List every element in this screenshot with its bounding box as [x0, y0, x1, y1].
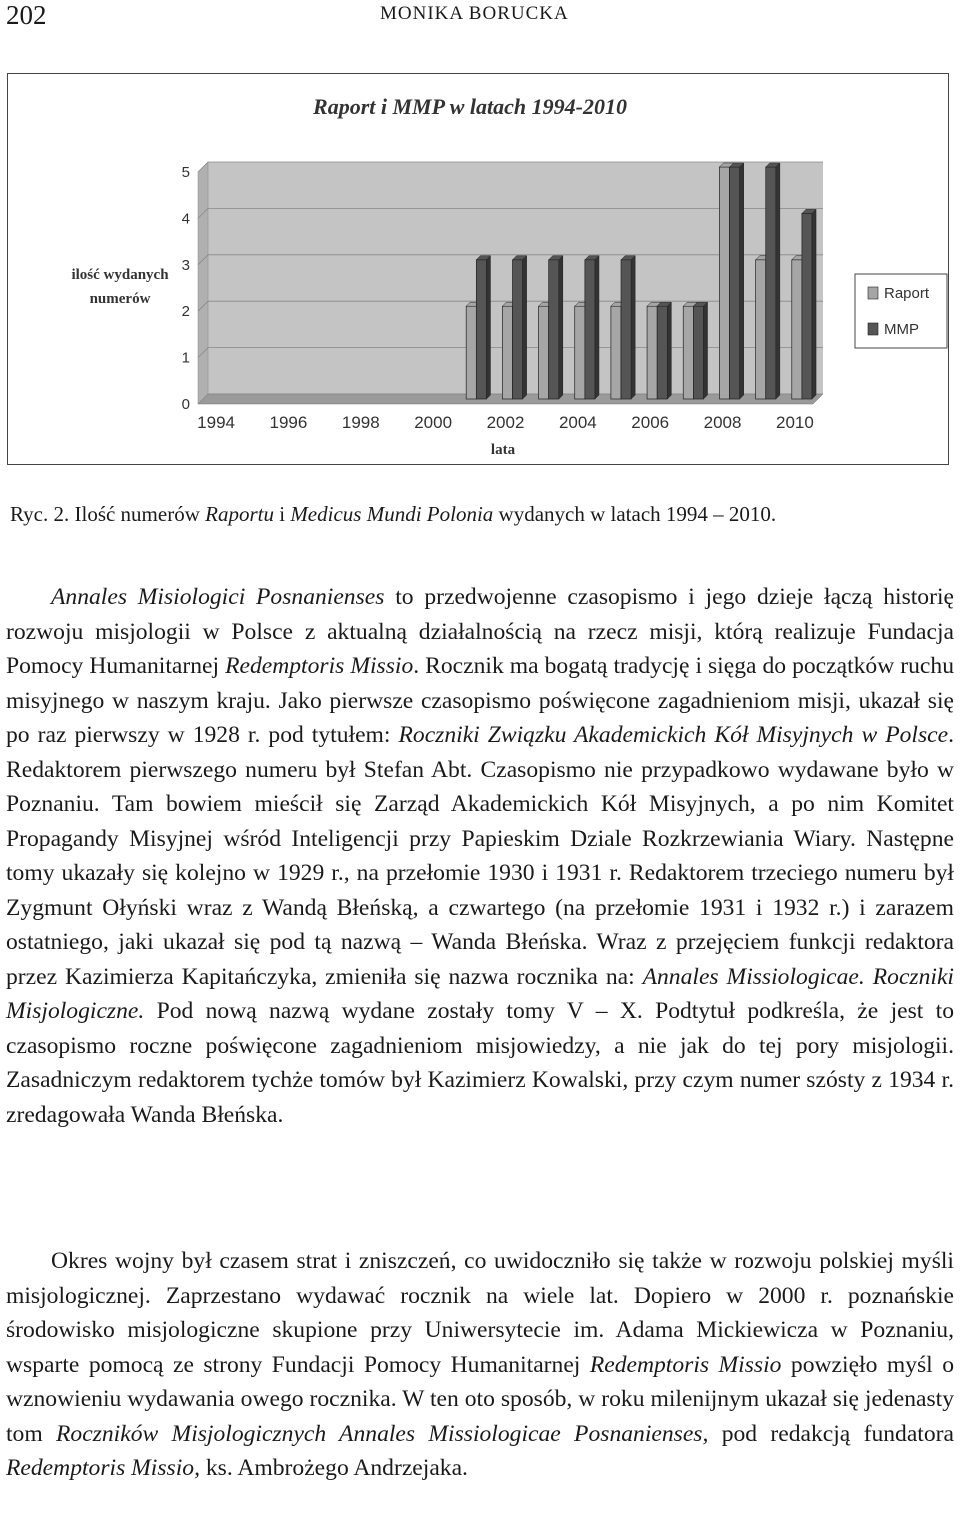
y-tick-label: 1	[181, 349, 190, 367]
p1-italic-annales: Annales Missiologicae. Roczniki Misjologiczne.	[6, 963, 954, 1024]
bar-mmp	[585, 260, 595, 399]
bar-raport	[575, 306, 585, 399]
p2-italic-foundation: Redemptoris Missio	[589, 1351, 782, 1378]
x-tick-label: 1996	[269, 413, 308, 432]
bar-raport	[647, 306, 657, 399]
x-tick-label: 2000	[414, 413, 453, 432]
p1-italic-roczniki: Roczniki Związku Akademickich Kół Misyjnych w Polsce	[398, 722, 949, 748]
caption-italic-raport: Raportu	[205, 502, 274, 526]
caption-italic-mmp: Medicus Mundi Polonia	[290, 502, 494, 526]
bar-mmp-side	[486, 256, 490, 399]
bar-mmp	[730, 167, 740, 399]
bar-mmp	[549, 260, 559, 399]
paragraph-2	[6, 1244, 954, 1486]
page-number: 202	[6, 0, 47, 30]
y-axis-label-line1: ilość wydanych	[71, 267, 169, 283]
bar-mmp-side	[595, 256, 599, 399]
p2-text-c: pod redakcją fundatora	[708, 1420, 954, 1447]
legend-label: MMP	[884, 321, 919, 338]
bar-mmp-side	[812, 209, 816, 399]
bar-mmp	[766, 167, 776, 399]
bar-mmp	[802, 213, 812, 399]
legend-swatch	[868, 287, 878, 299]
p2-text-b: powzięło myśl o wznowieniu wydawania owego rocznika. W ten oto sposób, w roku milenijnym ukazał się jedenasty tom	[6, 1351, 954, 1447]
p2-text-d: ks. Ambrożego Andrzejaka.	[199, 1455, 468, 1481]
running-head: MONIKA BORUCKA	[380, 3, 569, 24]
x-tick-label: 2004	[558, 413, 597, 432]
plot-side-wall	[198, 162, 208, 404]
bar-raport	[502, 306, 512, 399]
bar-raport	[466, 306, 476, 399]
p1-italic-foundation: Redemptoris Missio	[225, 653, 414, 679]
y-tick-label: 0	[181, 396, 190, 413]
x-tick-label: 2006	[631, 413, 670, 432]
y-axis-label-line2: numerów	[89, 291, 151, 307]
p2-text-a: Okres wojny był czasem strat i zniszczeń, co uwidoczniło się także w rozwoju polskiej myśli misjologicznej. Zaprzestano wydawać rocznik na wiele lat. Dopiero w 2000 r. poznańskie środowisko misjologiczne skupione przy Uniwersytecie im. Adama Mickiewicza w Poznaniu, wsparte pomocą ze strony Fundacji Pomocy Humanitarnej	[6, 1248, 954, 1378]
x-tick-label: 1994	[197, 413, 236, 432]
bar-mmp-side	[776, 163, 780, 399]
bar-raport	[611, 306, 621, 399]
caption-mid: i	[273, 502, 291, 526]
p1-text-c: . Redaktorem pierwszego numeru był Stefan Abt. Czasopismo nie przypadkowo wydawane było w Poznaniu. Tam bowiem mieścił się Zarząd Akademickich Kół Misyjnych, a po nim Komitet Propagandy Misyjnej wśród Inteligencji przy Papieskim Dziale Rozkrzewiania Wiary. Następne tomy ukazały się kolejno w 1929 r., na przełomie 1930 i 1931 r. Redaktorem trzeciego numeru był Zygmunt Ołyński wraz z Wandą Błeńską, a czwartego (na przełomie 1931 i 1932 r.) i zarazem ostatniego, jaki ukazał się pod tą nazwą – Wanda Błeńska. Wraz z przejęciem funkcji redaktora przez Kazimierza Kapitańczyka, zmieniła się nazwa rocznika na:	[6, 722, 954, 990]
figure-caption	[10, 500, 776, 528]
y-tick-label: 3	[181, 256, 190, 274]
bar-mmp-side	[704, 302, 708, 399]
x-tick-label: 2010	[775, 413, 814, 432]
y-tick-label: 4	[181, 210, 190, 228]
bar-mmp	[476, 260, 486, 399]
bar-raport	[683, 306, 693, 399]
figure-chart	[7, 73, 949, 465]
bar-raport	[539, 306, 549, 399]
legend-label: Raport	[884, 285, 930, 302]
bar-mmp	[621, 260, 631, 399]
p1-text-b: . Rocznik ma bogatą tradycję i sięga do początków ruchu misyjnego w naszym kraju. Jako pierwsze czasopismo poświęcone zagadnieniom misji, ukazał się po raz pierwszy w 1928 r. pod tytułem:	[6, 653, 954, 748]
bar-chart	[8, 74, 948, 464]
bar-mmp-side	[740, 163, 744, 399]
bar-raport	[792, 260, 802, 399]
x-tick-label: 1998	[341, 413, 380, 432]
bar-mmp-side	[559, 256, 563, 399]
p2-italic-roczniki: Roczników Misjologicznych Annales Missiologicae Posnanienses,	[56, 1420, 709, 1447]
y-tick-label: 2	[181, 303, 190, 321]
bar-mmp	[513, 260, 523, 399]
legend-swatch	[868, 323, 878, 335]
x-axis-label: lata	[490, 442, 516, 458]
bar-mmp	[657, 306, 667, 399]
bar-mmp-side	[667, 302, 671, 399]
paragraph-1	[6, 580, 954, 1132]
bar-mmp-side	[631, 256, 635, 399]
p2-italic-redemptoris: Redemptoris Missio,	[6, 1455, 200, 1481]
y-tick-label: 5	[181, 164, 190, 181]
bar-raport	[756, 260, 766, 399]
caption-suffix: wydanych w latach 1994 – 2010.	[493, 502, 777, 526]
bar-raport	[719, 167, 729, 399]
x-tick-label: 2008	[703, 413, 742, 432]
x-tick-label: 2002	[486, 413, 525, 432]
bar-mmp-side	[523, 256, 527, 399]
p1-italic-title: Annales Misiologici Posnanienses	[51, 584, 385, 610]
caption-prefix: Ryc. 2. Ilość numerów	[10, 502, 206, 526]
bar-mmp	[693, 306, 703, 399]
p1-text-d: Pod nową nazwą wydane zostały tomy V – X. Podtytuł podkreśla, że jest to czasopismo roczne poświęcone zagadnieniom misjowiedzy, a nie jak do tej pory misjologii. Zasadniczym redaktorem tychże tomów był Kazimierz Kowalski, przy czym numer szósty z 1934 r. zredagowała Wanda Błeńska.	[6, 998, 954, 1128]
chart-title: Raport i MMP w latach 1994-2010	[313, 94, 627, 119]
p1-text-a: to przedwojenne czasopismo i jego dzieje łączą historię rozwoju misjologii w Polsce z aktualną działalnością na rzecz misji, którą realizuje Fundacja Pomocy Humanitarnej	[6, 584, 954, 679]
